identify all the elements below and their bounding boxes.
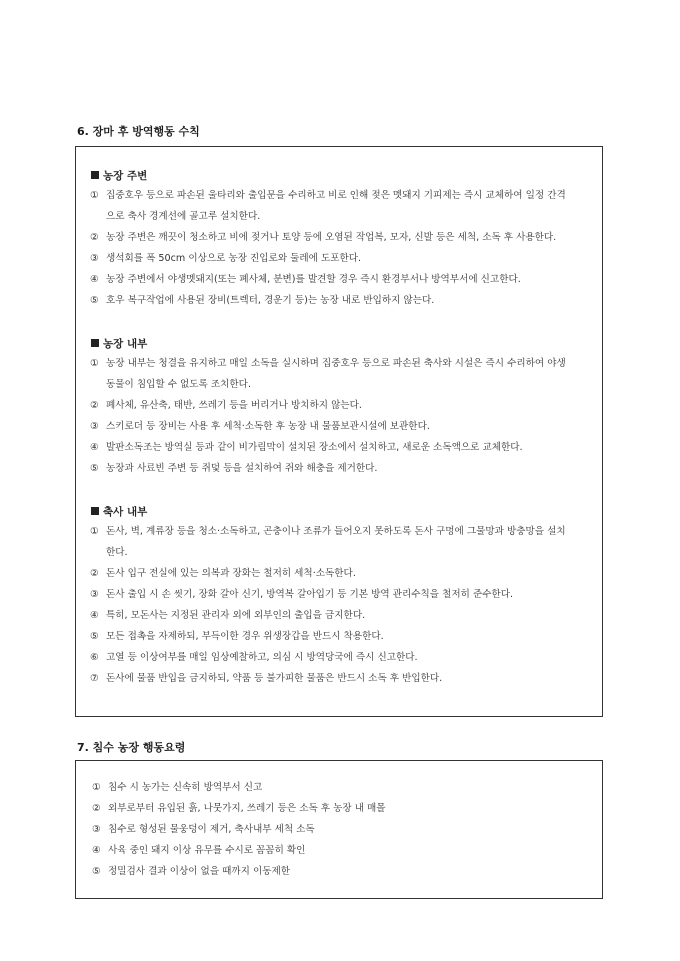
square-bullet-icon — [91, 171, 99, 179]
list-item: ⑤ 정밀검사 결과 이상이 없을 때까지 이동제한 — [92, 866, 291, 877]
list-item: ⑦ 돈사에 물품 반입을 금지하되, 약품 등 불가피한 물품은 반드시 소독 후 반입한다. — [90, 673, 443, 684]
list-item-continuation: 동물이 침입할 수 없도록 조치한다. — [106, 379, 251, 390]
square-bullet-icon — [91, 339, 99, 347]
square-bullet-icon — [91, 507, 99, 515]
subheading-barn-interior: 축사 내부 — [91, 504, 147, 519]
list-item: ④ 발판소독조는 방역실 등과 같이 비가림막이 설치된 장소에서 설치하고, 새로운 소독액으로 교체한다. — [90, 442, 523, 453]
section-6-title: 6. 장마 후 방역행동 수칙 — [77, 125, 200, 138]
list-item: ④ 특히, 모돈사는 지정된 관리자 외에 외부인의 출입을 금지한다. — [90, 610, 366, 621]
list-item: ⑥ 고열 등 이상여부를 매일 임상예찰하고, 의심 시 방역당국에 즉시 신고한다. — [90, 652, 418, 663]
list-item: ③ 생석회를 폭 50cm 이상으로 농장 진입로와 둘레에 도포한다. — [90, 253, 362, 264]
list-item: ③ 침수로 형성된 물웅덩이 제거, 축사내부 세척 소독 — [92, 824, 315, 835]
list-item: ② 돈사 입구 전실에 있는 의복과 장화는 철저히 세척·소독한다. — [90, 568, 356, 579]
list-item-continuation: 한다. — [106, 547, 128, 558]
list-item: ④ 농장 주변에서 야생멧돼지(또는 폐사체, 분변)를 발견할 경우 즉시 환경부서나 방역부서에 신고한다. — [90, 274, 521, 285]
subheading-farm-interior: 농장 내부 — [91, 336, 147, 351]
list-item: ② 농장 주변은 깨끗이 청소하고 비에 젖거나 토양 등에 오염된 작업복, 모자, 신발 등은 세척, 소독 후 사용한다. — [90, 232, 557, 243]
list-item: ⑤ 농장과 사료빈 주변 등 쥐덫 등을 설치하여 쥐와 해충을 제거한다. — [90, 463, 378, 474]
section-7-title: 7. 침수 농장 행동요령 — [77, 741, 186, 754]
list-item: ② 외부로부터 유입된 흙, 나뭇가지, 쓰레기 등은 소독 후 농장 내 매몰 — [92, 803, 386, 814]
list-item-continuation: 으로 축사 경계선에 골고루 설치한다. — [106, 211, 261, 222]
list-item: ① 돈사, 벽, 계류장 등을 청소·소독하고, 곤충이나 조류가 들어오지 못하도록 돈사 구멍에 그물망과 방충망을 설치 — [90, 526, 566, 537]
section-6-box — [75, 146, 603, 717]
list-item: ① 농장 내부는 청결을 유지하고 매일 소독을 실시하며 집중호우 등으로 파손된 축사와 시설은 즉시 수리하여 야생 — [90, 358, 566, 369]
list-item: ③ 돈사 출입 시 손 씻기, 장화 갈아 신기, 방역복 갈아입기 등 기본 방역 관리수칙을 철저히 준수한다. — [90, 589, 514, 600]
list-item: ① 집중호우 등으로 파손된 울타리와 출입문을 수리하고 비로 인해 젖은 멧돼지 기피제는 즉시 교체하여 일정 간격 — [90, 190, 566, 201]
list-item: ④ 사육 중인 돼지 이상 유무를 수시로 꼼꼼히 확인 — [92, 845, 306, 856]
subheading-farm-surroundings: 농장 주변 — [91, 168, 147, 183]
list-item: ③ 스키로더 등 장비는 사용 후 세척·소독한 후 농장 내 물품보관시설에 보관한다. — [90, 421, 430, 432]
list-item: ① 침수 시 농가는 신속히 방역부서 신고 — [92, 782, 263, 793]
list-item: ⑤ 호우 복구작업에 사용된 장비(트렉터, 경운기 등)는 농장 내로 반입하지 않는다. — [90, 295, 435, 306]
list-item: ⑤ 모든 접촉을 자제하되, 부득이한 경우 위생장갑을 반드시 착용한다. — [90, 631, 384, 642]
section-7-box — [75, 760, 603, 899]
list-item: ② 폐사체, 유산축, 태반, 쓰레기 등을 버리거나 방치하지 않는다. — [90, 400, 362, 411]
